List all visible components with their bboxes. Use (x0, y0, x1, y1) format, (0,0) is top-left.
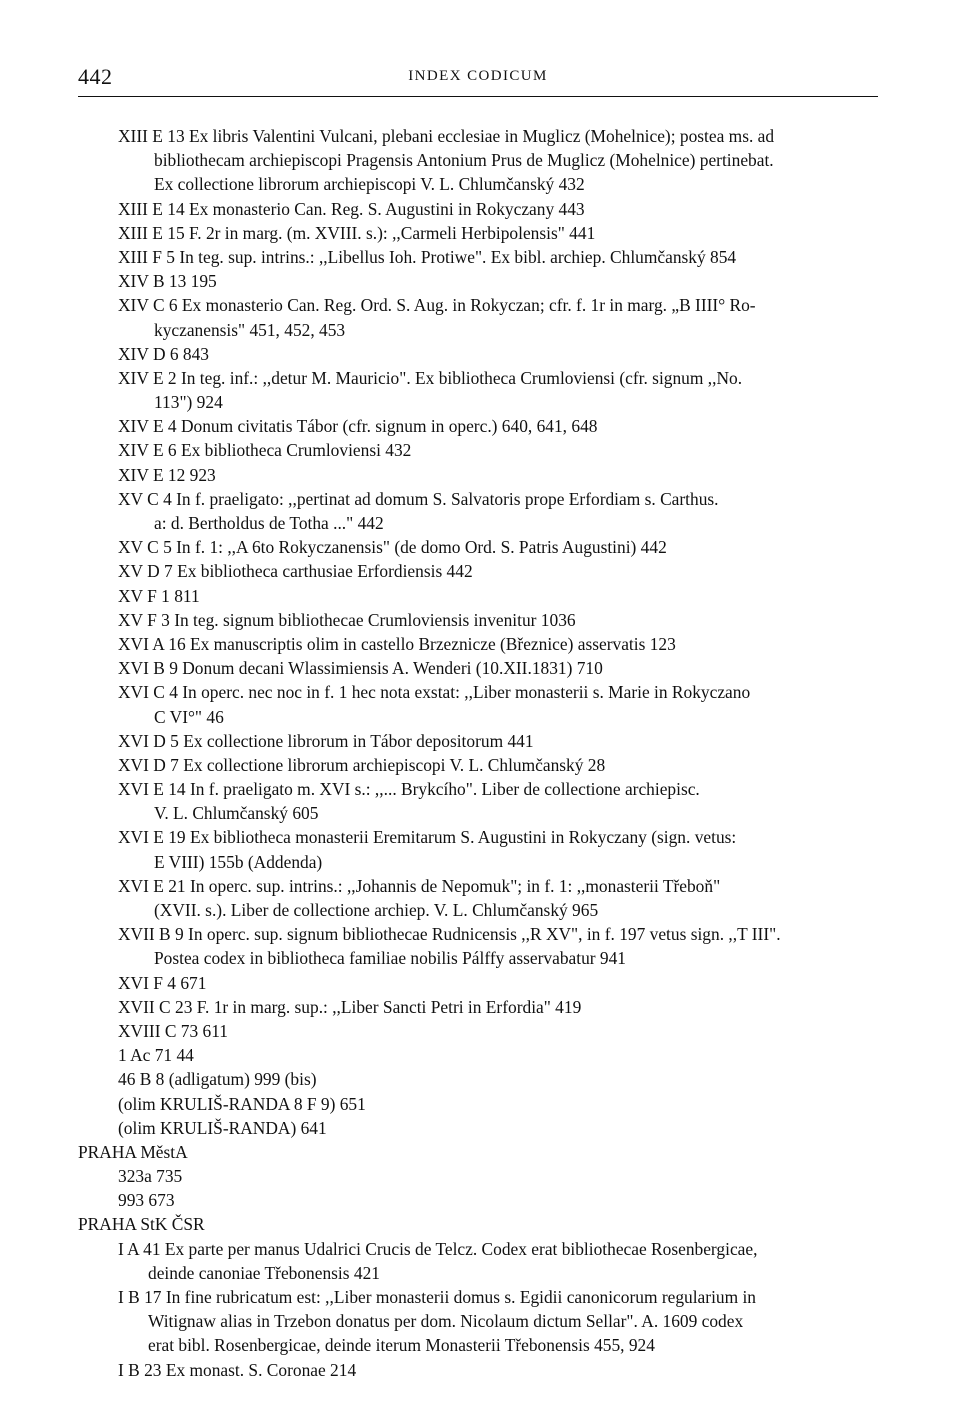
index-entry-continuation: Postea codex in bibliotheca familiae nobilis Pálffy asservabatur 941 (154, 948, 627, 969)
index-entry-continuation: Ex collectione librorum archiepiscopi V. L. Chlumčanský 432 (154, 174, 585, 195)
index-entry: XVI E 19 Ex bibliotheca monasterii Eremitarum S. Augustini in Rokyczany (sign. vetus: (118, 827, 737, 848)
index-entry: XV C 4 In f. praeligato: ,,pertinat ad domum S. Salvatoris prope Erfordiam s. Carthus. (118, 488, 719, 509)
index-heading: PRAHA StK ČSR (78, 1214, 205, 1235)
index-entry: XV D 7 Ex bibliotheca carthusiae Erfordiensis 442 (118, 561, 473, 582)
index-entry-continuation: C VI°" 46 (154, 706, 224, 727)
index-entry: XVII B 9 In operc. sup. signum bibliothecae Rudnicensis ,,R XV", in f. 197 vetus sign. ,,T III". (118, 924, 781, 945)
page-number: 442 (78, 64, 113, 89)
index-entry: XVI E 21 In operc. sup. intrins.: ,,Johannis de Nepomuk"; in f. 1: ,,monasterii Třeboň" (118, 875, 721, 896)
index-entry: 1 Ac 71 44 (118, 1045, 194, 1066)
index-entry-continuation: Witignaw alias in Trzebon donatus per dom. Nicolaum dictum Sellar". A. 1609 codex (148, 1311, 744, 1332)
index-entry: XVIII C 73 611 (118, 1020, 228, 1041)
index-entry: XIV E 2 In teg. inf.: ,,detur M. Mauricio". Ex bibliotheca Crumloviensi (cfr. signum ,,No. (118, 367, 743, 388)
index-entry-continuation: (XVII. s.). Liber de collectione archiep. V. L. Chlumčanský 965 (154, 900, 599, 920)
index-entry: XIV E 4 Donum civitatis Tábor (cfr. signum in operc.) 640, 641, 648 (118, 416, 598, 437)
index-entry: 993 673 (118, 1190, 175, 1211)
index-entries (78, 124, 878, 1382)
index-entry: XIII E 15 F. 2r in marg. (m. XVIII. s.): ,,Carmeli Herbipolensis" 441 (118, 222, 596, 243)
index-entry: I B 23 Ex monast. S. Coronae 214 (118, 1359, 357, 1380)
index-entry: XV C 5 In f. 1: ,,A 6to Rokyczanensis" (de domo Ord. S. Patris Augustini) 442 (118, 537, 667, 558)
index-entry: XIV D 6 843 (118, 343, 209, 364)
index-entry-continuation: erat bibl. Rosenbergicae, deinde iterum Monasterii Třebonensis 455, 924 (148, 1335, 655, 1356)
running-title: INDEX CODICUM (408, 68, 548, 84)
index-entry: XIV E 6 Ex bibliotheca Crumloviensi 432 (118, 440, 412, 461)
index-entry: I B 17 In fine rubricatum est: ,,Liber monasterii domus s. Egidii canonicorum regularium in (118, 1287, 756, 1307)
page-header (78, 62, 878, 97)
index-entry-continuation: deinde canoniae Třebonensis 421 (148, 1262, 380, 1283)
index-entry: (olim KRULIŠ-RANDA) 641 (118, 1117, 327, 1138)
index-entry: XVI F 4 671 (118, 972, 207, 993)
index-entry: XIII F 5 In teg. sup. intrins.: ,,Libellus Ioh. Protiwe". Ex bibl. archiep. Chlumčanský 854 (118, 246, 737, 267)
index-entry: XVI D 5 Ex collectione librorum in Tábor depositorum 441 (118, 730, 534, 751)
index-entry: XV F 1 811 (118, 585, 200, 606)
index-entry-continuation: E VIII) 155b (Addenda) (154, 851, 323, 872)
index-entry: XVI C 4 In operc. nec noc in f. 1 hec nota exstat: ,,Liber monasterii s. Marie in Rokyczano (118, 682, 751, 703)
index-entry: XVI B 9 Donum decani Wlassimiensis A. Wenderi (10.XII.1831) 710 (118, 658, 603, 679)
index-heading: PRAHA MěstA (78, 1141, 188, 1162)
index-entry: XIV E 12 923 (118, 464, 216, 485)
index-entry: XIV C 6 Ex monasterio Can. Reg. Ord. S. Aug. in Rokyczan; cfr. f. 1r in marg. „B IIII° Ro- (118, 295, 756, 316)
index-entry-continuation: V. L. Chlumčanský 605 (154, 803, 319, 824)
index-entry: 323a 735 (118, 1166, 183, 1187)
index-entry: XIII E 14 Ex monasterio Can. Reg. S. Augustini in Rokyczany 443 (118, 198, 585, 219)
index-entry: I A 41 Ex parte per manus Udalrici Crucis de Telcz. Codex erat bibliothecae Rosenbergicae, (118, 1238, 758, 1259)
index-entry-continuation: kyczanensis" 451, 452, 453 (154, 319, 346, 340)
index-entry-continuation: bibliothecam archiepiscopi Pragensis Antonium Prus de Muglicz (Mohelnice) pertinebat. (154, 150, 774, 171)
index-entry: 46 B 8 (adligatum) 999 (bis) (118, 1069, 317, 1090)
index-entry: XVI E 14 In f. praeligato m. XVI s.: ,,... Brykcího". Liber de collectione archiepisc. (118, 779, 700, 800)
index-entry: XV F 3 In teg. signum bibliothecae Crumloviensis invenitur 1036 (118, 609, 576, 630)
index-entry: XVII C 23 F. 1r in marg. sup.: ,,Liber Sancti Petri in Erfordia" 419 (118, 996, 582, 1017)
index-entry-continuation: a: d. Bertholdus de Totha ..." 442 (154, 513, 384, 533)
index-entry: XVI D 7 Ex collectione librorum archiepiscopi V. L. Chlumčanský 28 (118, 754, 606, 775)
index-entry: XVI A 16 Ex manuscriptis olim in castello Brzeznicze (Březnice) asservatis 123 (118, 633, 676, 654)
index-entry: (olim KRULIŠ-RANDA 8 F 9) 651 (118, 1093, 366, 1114)
index-entry: XIV B 13 195 (118, 271, 217, 292)
index-entry-continuation: 113") 924 (154, 392, 223, 413)
index-entry: XIII E 13 Ex libris Valentini Vulcani, plebani ecclesiae in Muglicz (Mohelnice); postea ms. ad (118, 126, 775, 146)
